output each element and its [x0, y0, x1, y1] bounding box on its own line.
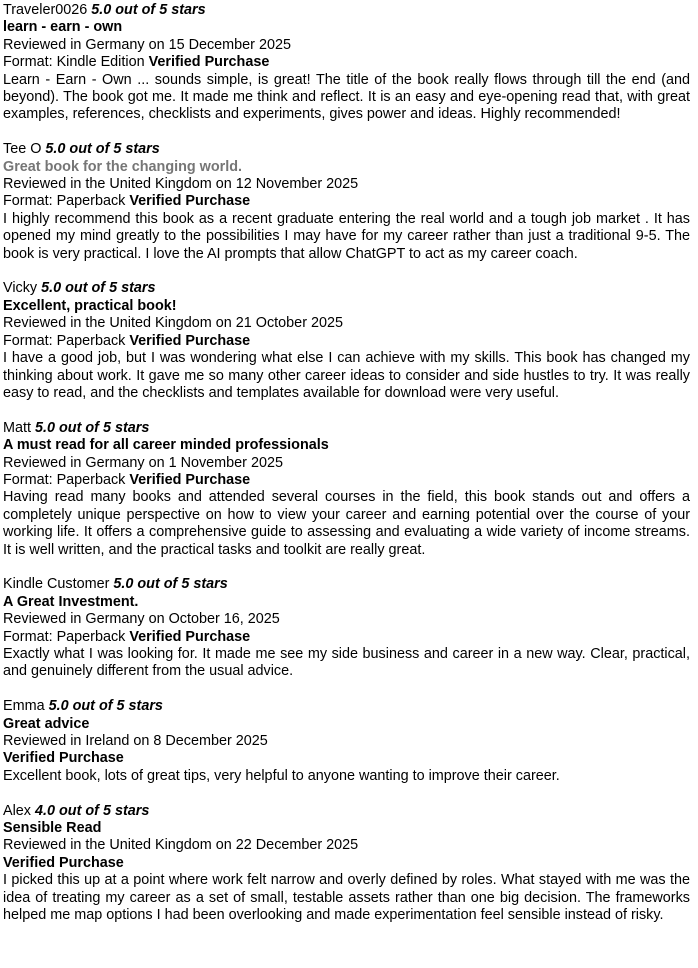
review-format: Format: Paperback	[3, 628, 126, 645]
review-item	[3, 2, 690, 124]
review-date: Reviewed in Germany on 1 November 2025	[3, 454, 283, 471]
reviewer-name: Traveler0026	[3, 2, 88, 18]
format-line	[3, 855, 690, 872]
review-body: I have a good job, but I was wondering what else I can achieve with my skills. This book has changed my thinking about work. It gave me so many other career ideas to consider and side hustles to try. It was really easy to read, and the checklists and templates available for download were very useful.	[3, 350, 690, 401]
format-line	[3, 333, 690, 350]
format-line	[3, 629, 690, 646]
verified-purchase-badge: Verified Purchase	[3, 854, 124, 871]
review-header	[3, 576, 690, 593]
review-date: Reviewed in the United Kingdom on 12 November 2025	[3, 176, 359, 193]
review-format: Format: Kindle Edition	[3, 54, 145, 71]
review-title: Excellent, practical book!	[3, 297, 177, 314]
review-title: Great book for the changing world.	[3, 158, 243, 175]
star-rating: 5.0 out of 5 stars	[41, 280, 156, 297]
review-body: I picked this up at a point where work felt narrow and overly defined by roles. What stayed with me was the idea of treating my career as a set of small, testable assets rather than one big decision. The frameworks helped me map options I had been overlooking and made experimentation feel sensible instead of risky.	[3, 872, 690, 924]
star-rating: 5.0 out of 5 stars	[45, 141, 160, 158]
review-date: Reviewed in Germany on 15 December 2025	[3, 36, 291, 53]
reviewer-name: Kindle Customer	[3, 576, 110, 593]
review-body: Excellent book, lots of great tips, very helpful to anyone wanting to improve their career.	[3, 767, 560, 784]
review-date: Reviewed in the United Kingdom on 22 December 2025	[3, 837, 359, 854]
review-title: Sensible Read	[3, 820, 102, 836]
review-date: Reviewed in Germany on October 16, 2025	[3, 611, 280, 628]
review-item	[3, 420, 690, 559]
star-rating: 4.0 out of 5 stars	[35, 802, 150, 819]
review-title: Great advice	[3, 715, 90, 732]
review-item	[3, 698, 690, 785]
review-item	[3, 141, 690, 263]
reviewer-name: Emma	[3, 698, 45, 715]
review-date: Reviewed in the United Kingdom on 21 October 2025	[3, 315, 343, 332]
format-line	[3, 472, 690, 489]
reviewer-name: Alex	[3, 802, 31, 819]
verified-purchase-badge: Verified Purchase	[129, 471, 251, 488]
format-line	[3, 54, 690, 71]
review-item	[3, 803, 690, 925]
review-item	[3, 576, 690, 680]
format-line	[3, 193, 690, 210]
review-header	[3, 141, 690, 158]
review-body: Having read many books and attended several courses in the field, this book stands out and offers a completely unique perspective on how to view your career and earning potential over the course of your working life. It offers a comprehensive guide to assessing and evaluating a wide variety of income streams. It is well written, and the practical tasks and toolkit are really great.	[3, 489, 690, 558]
review-body: Exactly what I was looking for. It made me see my side business and career in a new way. Clear, practical, and genuinely different from the usual advice.	[3, 645, 690, 680]
review-title: A Great Investment.	[3, 593, 139, 610]
star-rating: 5.0 out of 5 stars	[91, 2, 206, 18]
reviewer-name: Matt	[3, 419, 31, 436]
reviewer-name: Tee O	[3, 141, 42, 158]
review-header	[3, 280, 690, 297]
star-rating: 5.0 out of 5 stars	[48, 698, 163, 715]
review-header	[3, 2, 690, 19]
review-item	[3, 280, 690, 402]
review-title: learn - earn - own	[3, 19, 123, 36]
review-header	[3, 420, 690, 437]
verified-purchase-badge: Verified Purchase	[148, 54, 270, 71]
star-rating: 5.0 out of 5 stars	[35, 419, 150, 436]
verified-purchase-badge: Verified Purchase	[3, 750, 124, 767]
format-line	[3, 750, 690, 767]
review-body: I highly recommend this book as a recent graduate entering the real world and a tough job market . It has opened my mind greatly to the possibilities I may have for my career rather than just a traditional 9-5. The book is very practical. I love the AI prompts that allow ChatGPT to act as my career coach.	[3, 210, 690, 262]
review-header	[3, 803, 690, 820]
review-format: Format: Paperback	[3, 471, 126, 488]
review-format: Format: Paperback	[3, 332, 126, 349]
review-title: A must read for all career minded professionals	[3, 437, 329, 454]
verified-purchase-badge: Verified Purchase	[129, 193, 251, 210]
star-rating: 5.0 out of 5 stars	[113, 576, 228, 593]
review-body: Learn - Earn - Own ... sounds simple, is great! The title of the book really flows through till the end (and beyond). The book got me. It made me think and reflect. It is an easy and eye-opening read that, with great examples, references, checklists and experiments, gives power and ideas. Highly recommended!	[3, 71, 690, 123]
reviewer-name: Vicky	[3, 280, 38, 297]
review-header	[3, 698, 690, 715]
review-date: Reviewed in Ireland on 8 December 2025	[3, 732, 268, 749]
verified-purchase-badge: Verified Purchase	[129, 628, 251, 645]
verified-purchase-badge: Verified Purchase	[129, 332, 251, 349]
review-format: Format: Paperback	[3, 193, 126, 210]
